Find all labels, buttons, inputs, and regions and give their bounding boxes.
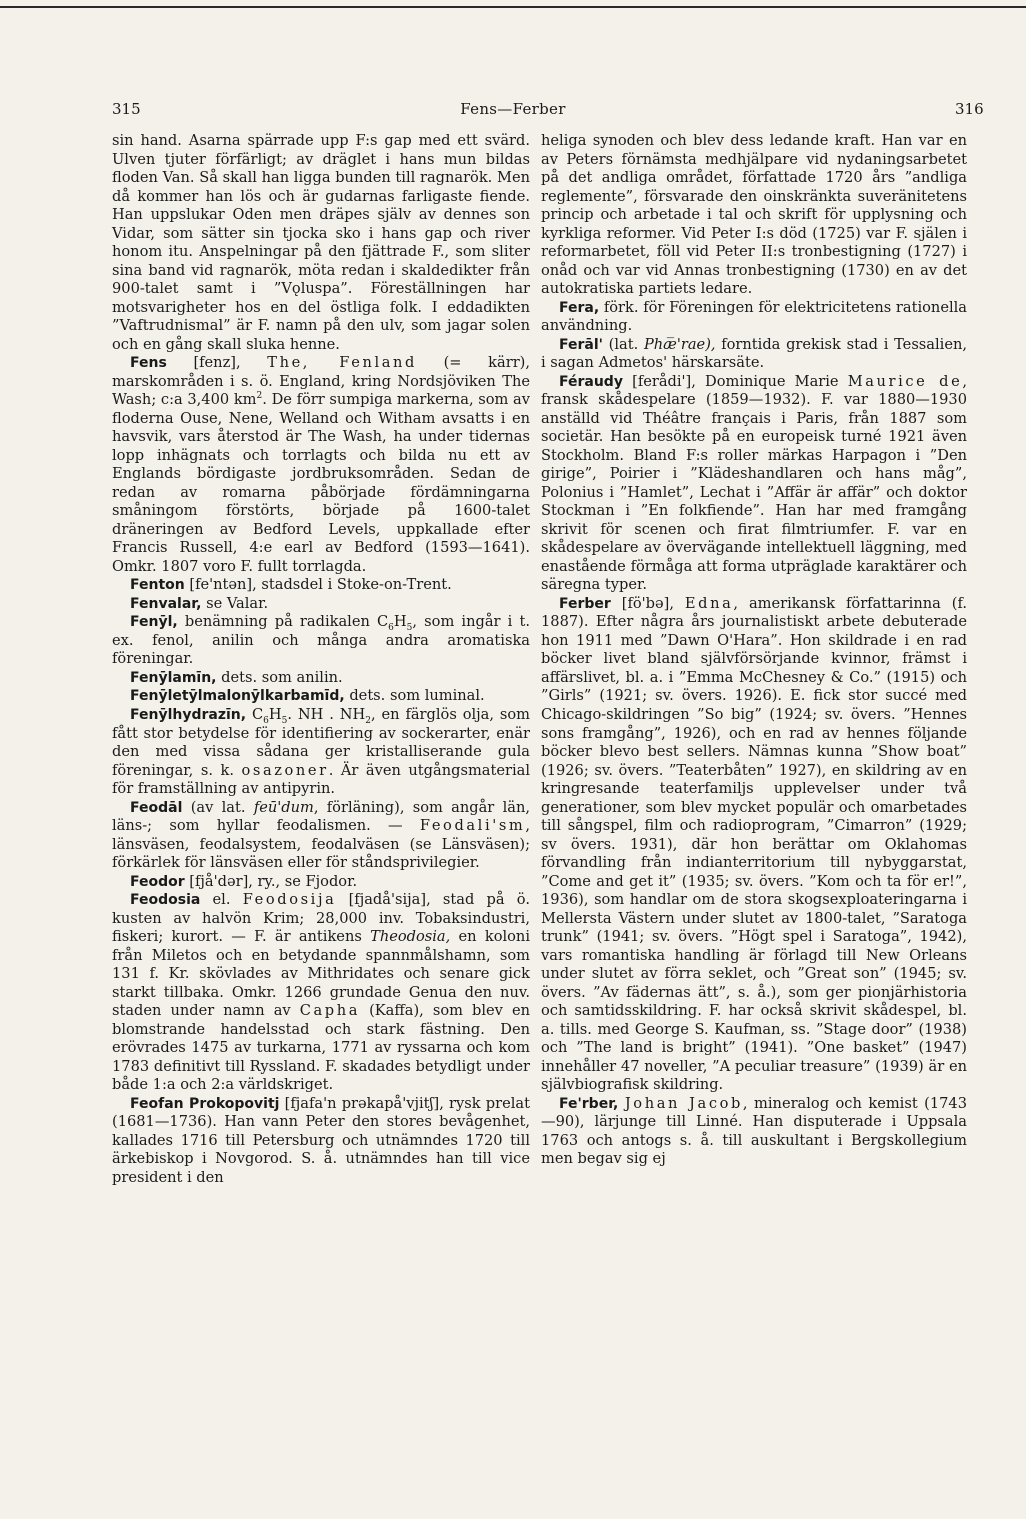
entry-text: [fjå'dər], ry., se Fjodor. [184, 872, 358, 890]
headword: Feodor [130, 873, 185, 890]
entry-continuation: sin hand. Asarna spärrade upp F:s gap med ett svärd. Ulven tjuter förfärligt; av dräglet i hans mun bildas floden Van. Så skall han ligga bunden till ragnarök. Men då kommer han lös och är gudarnas farligaste fiende. Han uppslukar Oden men dräpes själv av dennes son Vidar, som sätter sin tjocka sko i hans gap och river honom itu. Anspelningar på den fjättrade F., som sliter sina band vid ragnarök, möta redan i skaldedikter från 900-talet samt i ”Vǫluspa”. Föreställningen har motsvarigheter hos en del östliga folk. I eddadikten ”Vaftrudnismal” är F. namn på den ulv, som jagar solen och en gång skall sluka henne. [112, 132, 530, 353]
entry-text: förk. för Föreningen för elektricitetens rationella användning. [541, 298, 967, 335]
entry-text: benämning på radikalen C [177, 613, 389, 631]
page-number-left: 315 [112, 100, 141, 118]
entry-text: [fe'ntən], stadsdel i Stoke-on-Trent. [184, 576, 452, 594]
headword: Ferber [559, 595, 611, 612]
spaced-name: The, Fenland [267, 354, 417, 372]
entry-text: se Valar. [201, 594, 269, 612]
entry-text: , amerikansk författarinna (f. 1887). Efter några års journalistiskt arbete debuterade hon 1911 med ”Dawn O'Hara”. Hon skildrade i en rad böcker livet bland självförsörjande kvinnor, främst i affärslivet, bl. a. i ”Emma McChesney & Co.” (1915) och ”Girls” (1921; sv. övers. 1926). E. fick stor succé med Chicago-skildringen ”So big” (1924; sv. övers. ”Hennes sons framgång”, 1926), och en rad av hennes följande böcker blevo best sellers. Nämnas kunna ”Show boat” (1926; sv. övers. ”Teaterbåten” 1927), en skildring av en kringresande teaterfamiljs upplevelser under två generationer, som blev mycket populär och omarbetades till sångspel, film och radioprogram, ”Cimarron” (1929; sv övers. 1931), där hon berättar om Oklahomas förvandling från indianterritorium till nybyggarstat, ”Come and get it” (1935; sv. övers. ”Kom och ta för er!”, 1936), som handlar om de stora skogsexploateringarna i Mellersta Västern under slutet av 1800-talet, ”Saratoga trunk” (1941; sv. övers. ”Högt spel i Saratoga”, 1942), vars romantiska handling är förlagd till New Orleans under slutet av förra seklet, och ”Great son” (1945; sv. övers. ”Av fädernas ätt”, s. å.), som ger pionjärhistoria och samtidsskildring. F. har också skrivit skådespel, bl. a. tills. med George S. Kaufman, ss. ”Stage door” (1938) och ”The land is bright” (1941). ”One basket” (1947) innehåller 47 noveller, ”A peculiar treasure” (1939) är en självbiografisk skildring. [541, 594, 967, 1094]
running-title: Fens—Ferber [460, 100, 566, 118]
headword: Ferāl' [559, 336, 603, 353]
entry-text: en koloni från Miletos och en betydande spannmålshamn, som 131 f. Kr. skövlades av Mithridates och senare gick starkt tillbaka. Omkr. 1266 grundade Genua den nuv. staden under namn av [112, 928, 530, 1020]
entry-feodal [112, 799, 530, 873]
entry-text: , förläning), som angår län, läns-; som hyllar feodalismen. — [112, 798, 530, 835]
entry-text: el. [200, 891, 243, 909]
headword: Féraudy [559, 373, 623, 390]
entry-text: (av lat. [182, 798, 254, 816]
right-column [541, 132, 967, 1169]
entry-text: , fransk skådespelare (1859—1932). F. var 1880—1930 anställd vid Théâtre français i Paris, från 1887 som societär. Han besökte på en europeisk turné 1921 även Stockholm. Bland F:s roller märkas Harpagon i ”Den girige”, Poirier i ”Klädeshandlaren och hans måg”, Polonius i ”Hamlet”, Lechat i ”Affär är affär” och doktor Stockman i ”En folkfiende”. Han har med framgång skrivit för scenen och firat filmtriumfer. F. var en skådespelare av övervägande intellektuell läggning, med enastående förmåga att forma utpräglade karaktärer och säregna typer. [541, 372, 967, 594]
spaced-term: Feodosija [242, 891, 337, 909]
entry-fenylamin [112, 669, 530, 688]
entry-continuation: heliga synoden och blev dess ledande kraft. Han var en av Peters förnämsta medhjälpare vid nydaningsarbetet på det andliga området, författade 1720 års ”andliga reglemente”, försvarade den oinskränkta suveränitetens princip och arbetade i tal och skrift för upplysning och kyrkliga reformer. Vid Peter I:s död (1725) var F. själen i reformarbetet, föll vid Peter II:s tronbestigning (1727) i onåd och var vid Annas tronbestigning (1730) en av det autokratiska partiets ledare. [541, 132, 967, 298]
left-column [112, 132, 530, 1187]
page-number-right: 316 [955, 100, 984, 118]
entry-text: (Kaffa), som blev en blomstrande handelsstad och stark fästning. Den erövrades 1475 av turkarna, 1771 av ryssarna och kom 1783 definitivt till Ryssland. F. skadades betydligt under både 1:a och 2:a världskriget. [112, 1002, 530, 1094]
entry-fenvalar [112, 595, 530, 614]
italic-term: feū'dum [253, 798, 314, 816]
entry-text: [fenz], [193, 354, 268, 372]
subscript: 6 [263, 715, 269, 726]
superscript: 2 [256, 391, 263, 402]
entry-feofan [112, 1095, 530, 1188]
subscript: 6 [388, 623, 394, 634]
headword: Fenȳletȳlmalonȳlkarbamīd, [130, 688, 345, 705]
entry-text: C [246, 705, 264, 723]
top-rule [0, 6, 1026, 8]
headword: Fenvalar, [130, 595, 202, 612]
spaced-name: Maurice de [847, 372, 963, 390]
headword: Fenton [130, 577, 185, 594]
entry-text: . Är även utgångsmaterial för framställning av antipyrin. [112, 761, 530, 798]
entry-feodosia [112, 891, 530, 1095]
subscript: 5 [406, 623, 413, 634]
italic-term: Phæ̅'rae), [643, 335, 716, 353]
entry-ferber-edna [541, 595, 967, 1095]
entry-text: . NH . NH [287, 705, 366, 723]
entry-fens [112, 354, 530, 576]
entry-text: , som ingår i t. ex. fenol, anilin och många andra aromatiska föreningar. [112, 613, 530, 668]
page-header [0, 100, 1026, 124]
entry-text: forntida grekisk stad i Tessalien, i sagan Admetos' härskarsäte. [541, 335, 968, 372]
headword: Fenȳl, [130, 614, 178, 631]
italic-term: Theodosia, [370, 928, 451, 946]
entry-fenyl [112, 613, 530, 669]
entry-text: dets. som luminal. [344, 687, 485, 705]
headword: Fenȳlamīn, [130, 669, 217, 686]
spaced-term: Feodali'sm [419, 817, 526, 835]
headword: Fe'rber, [559, 1095, 619, 1112]
subscript: 2 [365, 715, 372, 726]
headword: Feodosia [130, 892, 201, 909]
entry-text: , en färglös olja, som fått stor betydelse för identifiering av sockerarter, enär den med vissa sådana ger kristalliserande gula föreningar, s. k. [112, 705, 531, 779]
entry-text: , mineralog och kemist (1743—90), lärjunge till Linné. Han disputerade i Uppsala 1763 och antogs s. å. till auskultant i Bergskollegium men begav sig ej [541, 1094, 967, 1168]
headword: Fenȳlhydrazīn, [130, 706, 247, 723]
spaced-name: Johan Jacob [624, 1094, 743, 1112]
subscript: 5 [281, 715, 288, 726]
headword: Feodāl [130, 799, 183, 816]
headword: Fens [130, 355, 167, 372]
entry-fera [541, 299, 967, 336]
entry-text: (= kärr), marskområden i s. ö. England, kring Nordsjöviken The Wash; c:a 3,400 km [112, 354, 530, 409]
entry-feodor [112, 873, 530, 892]
spaced-term: Capha [299, 1002, 361, 1020]
entry-fenylhydrazin [112, 706, 530, 799]
entry-ferber-johan [541, 1095, 967, 1169]
entry-text: H [393, 613, 407, 631]
entry-fenyletylmalonylkarbamid [112, 687, 530, 706]
spaced-term: osazoner [241, 761, 329, 779]
entry-text: H [268, 705, 282, 723]
headword: Fera, [559, 299, 600, 316]
entry-text: [fjadå'sija], stad på ö. kusten av halvön Krim; 28,000 inv. Tobaksindustri, fiskeri; kurort. — F. är antikens [112, 891, 530, 946]
entry-text: [ferådi'], Dominique Marie [622, 372, 848, 390]
entry-text: dets. som anilin. [216, 668, 343, 686]
headword: Feofan Prokopovitj [130, 1095, 280, 1112]
entry-text: [fjafa'n prəkapå'vjitʃ], rysk prelat (1681—1736). Han vann Peter den stores bevågenhet, kallades 1716 till Petersburg och utnämndes 1720 till ärkebiskop i Novgorod. S. å. utnämndes han till vice president i den [112, 1094, 530, 1186]
entry-text: (lat. [602, 335, 644, 353]
entry-feraudy [541, 373, 967, 595]
entry-feral [541, 336, 967, 373]
entry-text: [fö'bə], [610, 594, 685, 612]
spaced-name: Edna [684, 594, 734, 612]
entry-text: , länsväsen, feodalsystem, feodalväsen (se Länsväsen); förkärlek för länsväsen eller för ståndsprivilegier. [112, 817, 530, 872]
entry-fenton [112, 576, 530, 595]
entry-text: . De förr sumpiga markerna, som av floderna Ouse, Nene, Welland och Witham avsatts i en havsvik, vars återstod är The Wash, ha under tidernas lopp inhägnats och torrlagts och bilda nu ett av Englands bördigaste jordbruksområden. Sedan de redan av romarna påbörjade fördämningarna småningom förstörts, började på 1600-talet dräneringen av Bedford Levels, uppkallade efter Francis Russell, 4:e earl av Bedford (1593—1641). Omkr. 1807 voro F. fullt torrlagda. [112, 391, 531, 575]
